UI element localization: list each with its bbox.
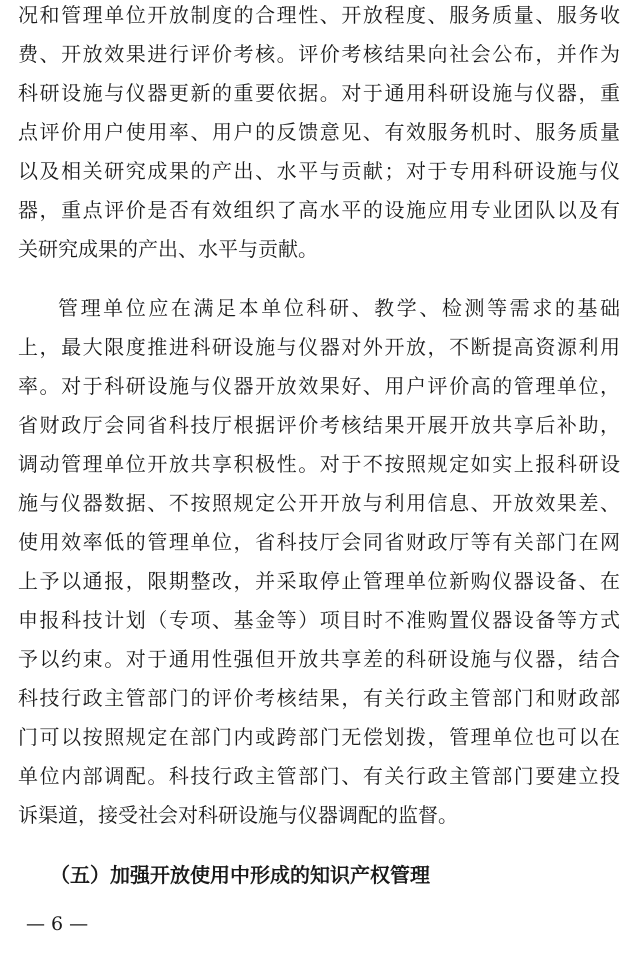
paragraph-2-line-6: 施与仪器数据、不按照规定公开开放与利用信息、开放效果差、: [18, 491, 620, 515]
paragraph-1-line-5: 以及相关研究成果的产出、水平与贡献；对于专用科研设施与仪: [18, 159, 620, 183]
paragraph-1-line-2: 费、开放效果进行评价考核。评价考核结果向社会公布，并作为: [18, 42, 620, 66]
section-heading: （五）加强开放使用中形成的知识产权管理: [50, 863, 430, 887]
paragraph-2-line-5: 调动管理单位开放共享积极性。对于不按照规定如实上报科研设: [18, 452, 620, 476]
paragraph-1-line-6: 器，重点评价是否有效组织了高水平的设施应用专业团队以及有: [18, 198, 620, 222]
paragraph-1-line-3: 科研设施与仪器更新的重要依据。对于通用科研设施与仪器，重: [18, 81, 620, 105]
paragraph-2-line-7: 使用效率低的管理单位，省科技厅会同省财政厅等有关部门在网: [18, 530, 620, 554]
page-number: — 6 —: [26, 913, 89, 935]
paragraph-2-line-9: 申报科技计划（专项、基金等）项目时不准购置仪器设备等方式: [18, 608, 620, 632]
paragraph-2-line-11: 科技行政主管部门的评价考核结果，有关行政主管部门和财政部: [18, 686, 620, 710]
paragraph-2-line-10: 予以约束。对于通用性强但开放共享差的科研设施与仪器，结合: [18, 647, 620, 671]
paragraph-1-line-4: 点评价用户使用率、用户的反馈意见、有效服务机时、服务质量: [18, 120, 620, 144]
paragraph-1-line-7: 关研究成果的产出、水平与贡献。: [18, 237, 318, 261]
paragraph-1-line-1: 况和管理单位开放制度的合理性、开放程度、服务质量、服务收: [18, 3, 620, 27]
paragraph-2-line-12: 门可以按照规定在部门内或跨部门无偿划拨，管理单位也可以在: [18, 725, 620, 749]
paragraph-2-line-8: 上予以通报，限期整改，并采取停止管理单位新购仪器设备、在: [18, 569, 620, 593]
paragraph-2-line-1: 管理单位应在满足本单位科研、教学、检测等需求的基础: [58, 296, 620, 320]
paragraph-2-line-2: 上，最大限度推进科研设施与仪器对外开放，不断提高资源利用: [18, 335, 620, 359]
paragraph-2-line-13: 单位内部调配。科技行政主管部门、有关行政主管部门要建立投: [18, 764, 620, 788]
paragraph-2-line-4: 省财政厅会同省科技厅根据评价考核结果开展开放共享后补助，: [18, 413, 620, 437]
paragraph-2-line-3: 率。对于科研设施与仪器开放效果好、用户评价高的管理单位，: [18, 374, 620, 398]
paragraph-2-line-14: 诉渠道，接受社会对科研设施与仪器调配的监督。: [18, 803, 458, 827]
